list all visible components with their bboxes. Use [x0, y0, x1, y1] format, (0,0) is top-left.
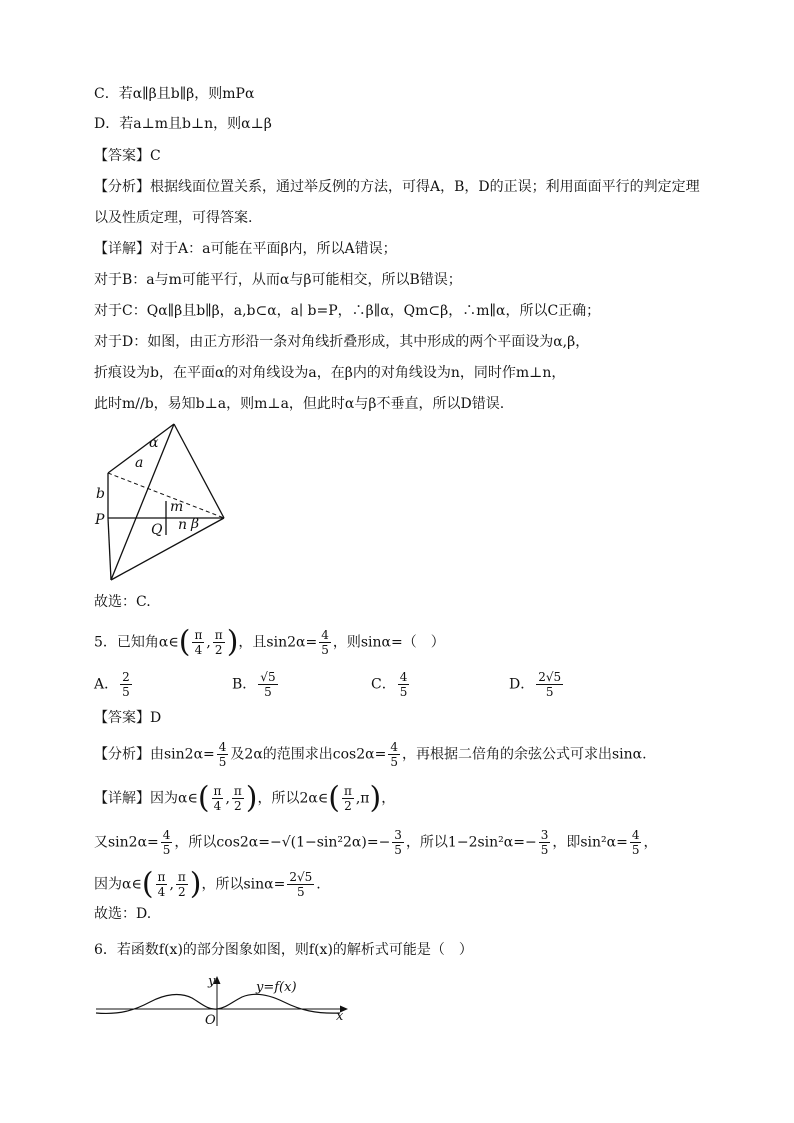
- q4-detail-a: 【详解】对于A：a可能在平面β内，所以A错误；: [94, 241, 397, 257]
- q5-detail-line2: 又sin2α= $\frac{4}{5}$ ，所以cos2α=−√(1−sin²2α)=− $\frac{3}{5}$ ，所以1−2sin²α=− $\frac{3}{5}$ ，即sin²α= $\frac{4}{5}$ ，: [94, 828, 658, 857]
- folded-square-figure: [92, 420, 232, 585]
- label-function: y=f(x): [256, 980, 297, 995]
- label-n: n: [178, 517, 188, 533]
- q5-answer: 【答案】D: [94, 710, 162, 726]
- q5-option-c: C． $\frac{4}{5}$: [371, 670, 408, 699]
- q4-analysis-line2: 以及性质定理，可得答案.: [94, 210, 253, 226]
- q4-detail-d2: 折痕设为b，在平面α的对角线设为a，在β内的对角线设为n，同时作m⊥n，: [94, 365, 566, 381]
- label-a: a: [135, 455, 144, 471]
- label-beta: β: [191, 516, 200, 532]
- q5-option-a: A． $\frac{2}{5}$: [94, 670, 130, 699]
- q4-detail-b: 对于B：a与m可能平行，从而α与β可能相交，所以B错误；: [94, 272, 462, 288]
- q5-option-d: D． $\frac{2√5}{5}$: [509, 670, 562, 699]
- label-y-axis: y: [208, 974, 216, 989]
- q4-answer: 【答案】C: [94, 148, 161, 164]
- label-m: m: [170, 499, 184, 515]
- label-Q: Q: [151, 522, 163, 538]
- q5-detail-line3: 因为α∈( $\frac{\pi}{4}$ , $\frac{\pi}{2}$ )，所以sinα= $\frac{2√5}{5}$ .: [94, 866, 321, 902]
- function-graph-figure: [90, 968, 360, 1028]
- q6-stem: 6．若函数f(x)的部分图象如图，则f(x)的解析式可能是（ ）: [94, 942, 473, 958]
- q5-option-b: B． $\frac{√5}{5}$: [232, 670, 276, 699]
- label-x-axis: x: [336, 1009, 344, 1024]
- label-alpha: α: [149, 435, 159, 451]
- option-c-text: C．若α∥β且b∥β，则mPα: [94, 86, 255, 102]
- q5-choose: 故选：D.: [94, 906, 152, 922]
- label-P: P: [95, 512, 105, 528]
- option-d-text: D．若a⊥m且b⊥n，则α⊥β: [94, 116, 272, 132]
- q4-detail-d1: 对于D：如图，由正方形沿一条对角线折叠形成，其中形成的两个平面设为α,β，: [94, 334, 590, 350]
- q5-detail-line1: 【详解】因为α∈( $\frac{\pi}{4}$ , $\frac{\pi}{2}$ )，所以2α∈( $\frac{\pi}{2}$ ,π)，: [94, 780, 396, 816]
- q4-analysis-line1: 【分析】根据线面位置关系，通过举反例的方法，可得A，B，D的正误；利用面面平行的判定定理: [94, 179, 700, 195]
- q4-detail-d3: 此时m//b，易知b⊥a，则m⊥a，但此时α与β不垂直，所以D错误.: [94, 396, 505, 412]
- q5-analysis: 【分析】由sin2α= $\frac{4}{5}$ 及2α的范围求出cos2α= $\frac{4}{5}$ ，再根据二倍角的余弦公式可求出sinα.: [94, 740, 647, 769]
- label-origin: O: [205, 1013, 216, 1028]
- label-b: b: [96, 486, 105, 502]
- q4-detail-c: 对于C：Qα∥β且b∥β，a,b⊂α，a∣ b=P，∴β∥α，Qm⊂β，∴m∥α，所以C正确；: [94, 303, 601, 319]
- q4-choose: 故选：C.: [94, 594, 151, 610]
- q5-stem: 5．已知角α∈( $\frac{\pi}{4}$ , $\frac{\pi}{2}$ )，且sin2α= $\frac{4}{5}$ ，则sinα=（ ）: [94, 624, 445, 660]
